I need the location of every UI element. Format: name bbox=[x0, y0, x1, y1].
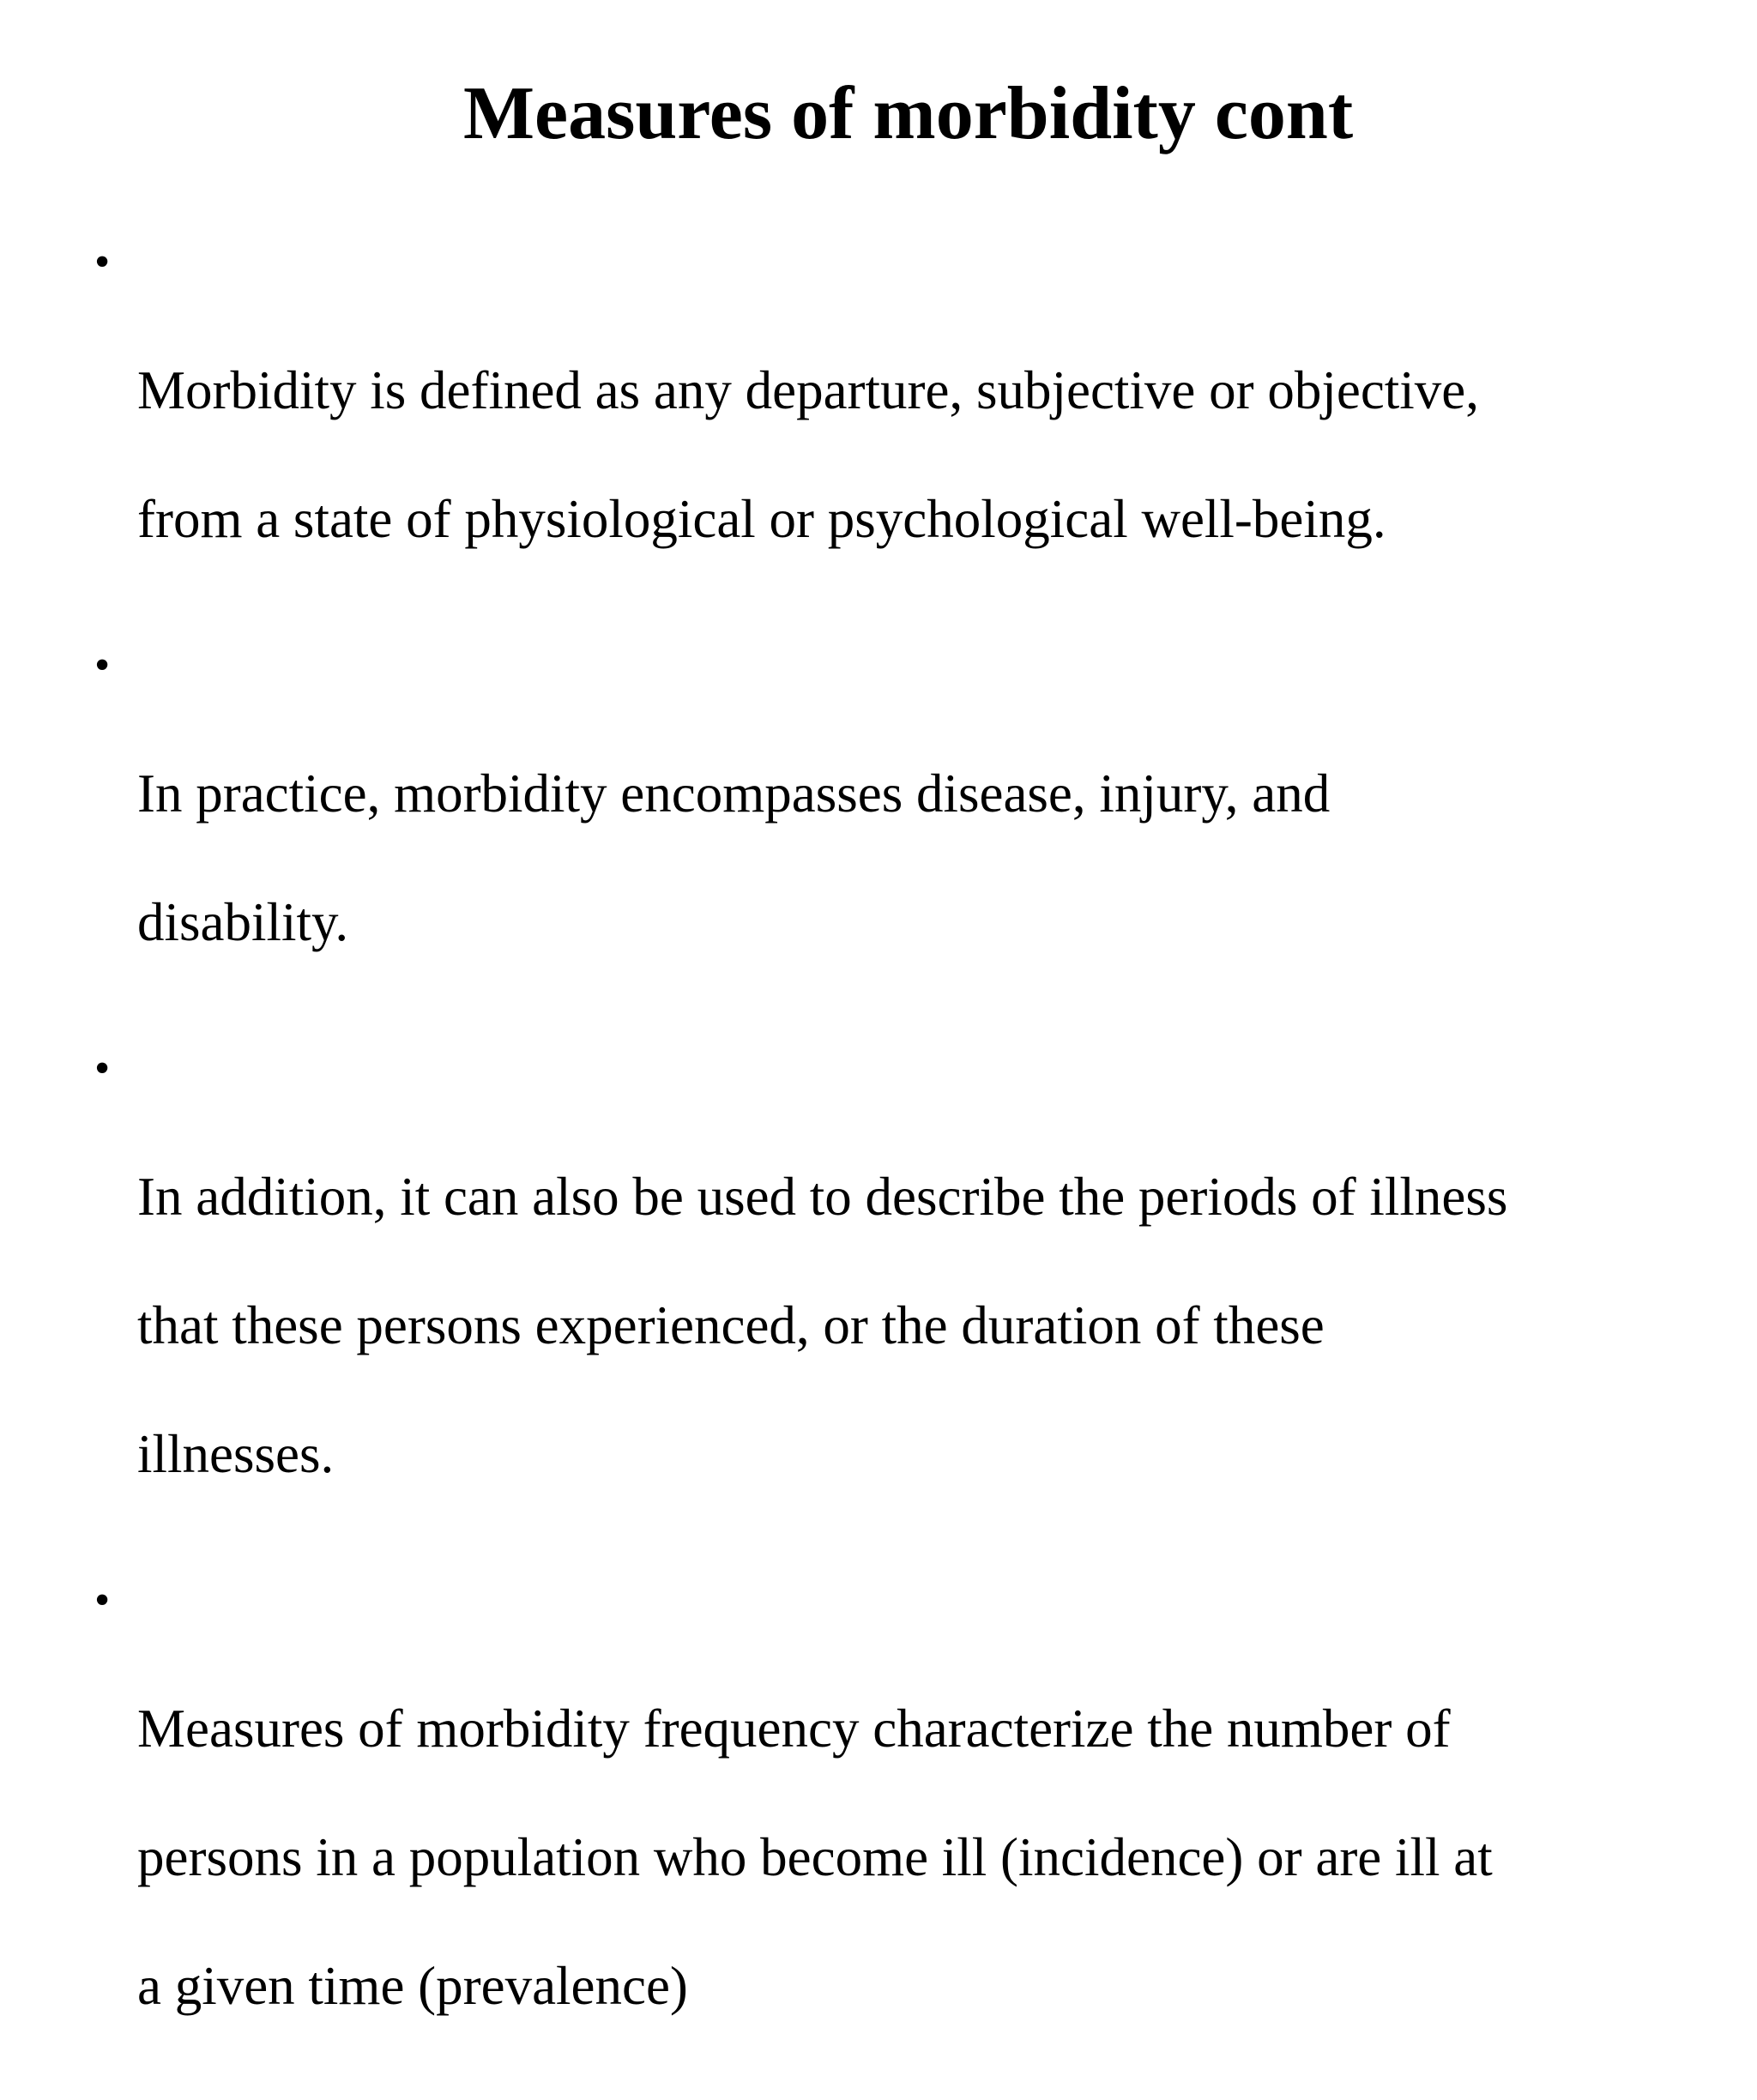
bullet-line: Morbidity is defined as any departure, subjective or objective, bbox=[137, 360, 1480, 420]
bullet-marker-icon: • bbox=[94, 1044, 111, 1093]
bullet-item-4 bbox=[94, 1568, 1690, 2083]
bullet-line: Measures of morbidity frequency characterize the number of bbox=[137, 1699, 1451, 1759]
bullet-line: In addition, it can also be used to describe the periods of illness bbox=[137, 1167, 1508, 1227]
bullet-item-2 bbox=[94, 633, 1690, 1019]
bullet-line: disability. bbox=[137, 892, 349, 952]
bullet-marker-icon: • bbox=[94, 1576, 111, 1625]
bullet-line: In practice, morbidity encompasses disease, injury, and bbox=[137, 763, 1331, 824]
bullet-item-3 bbox=[94, 1036, 1690, 1551]
bullet-line: persons in a population who become ill (incidence) or are ill at bbox=[137, 1827, 1493, 1887]
bullet-line: illnesses. bbox=[137, 1424, 335, 1484]
bullet-item-1 bbox=[94, 230, 1690, 616]
bullet-line: from a state of physiological or psychological well-being. bbox=[137, 489, 1386, 549]
slide-title: Measures of morbidity cont bbox=[463, 72, 1354, 155]
bullet-line: a given time (prevalence) bbox=[137, 1956, 688, 2016]
bullet-list bbox=[94, 230, 1690, 2100]
bullet-marker-icon: • bbox=[94, 238, 111, 287]
bullet-line: that these persons experienced, or the duration of these bbox=[137, 1295, 1325, 1355]
bullet-marker-icon: • bbox=[94, 641, 111, 690]
